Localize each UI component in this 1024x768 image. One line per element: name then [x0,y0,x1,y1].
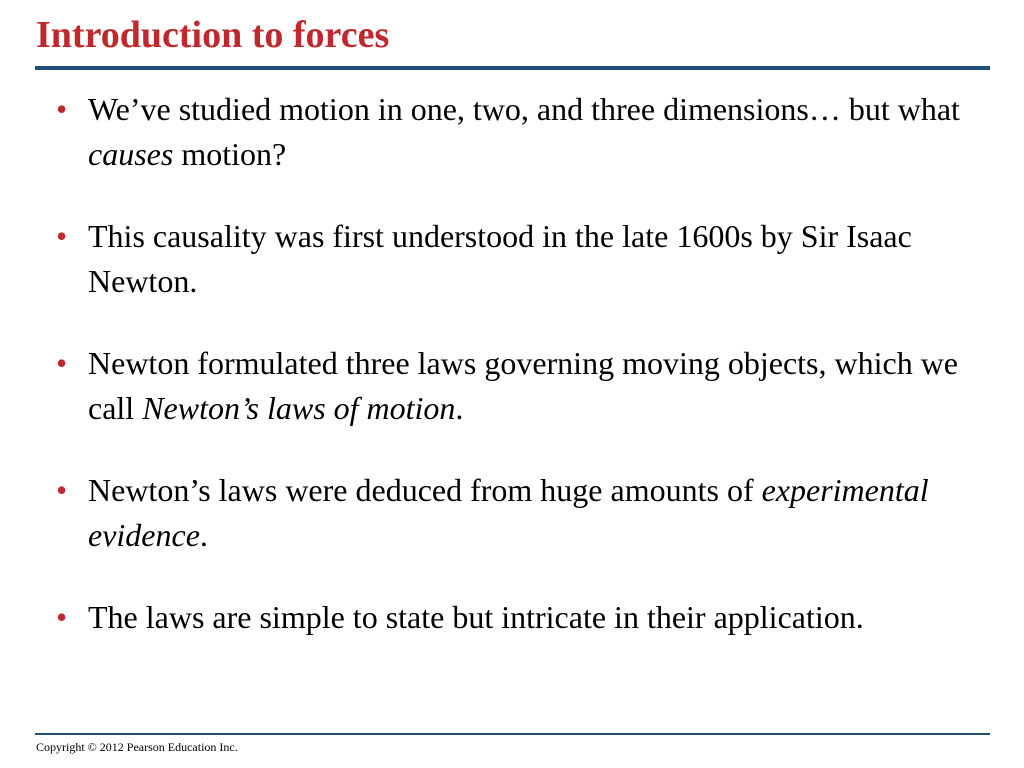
bullet-emphasis: Newton’s laws of motion [142,390,456,426]
bullet-emphasis: causes [88,136,174,172]
bullet-text: The laws are simple to state but intricate in their application. [88,599,864,635]
bullet-emphasis: experimental evidence [88,472,929,553]
bullet-dot-icon: • [56,91,68,127]
title-divider [35,66,990,70]
bullet-text: motion? [173,136,287,172]
bullet-dot-icon: • [56,599,68,635]
bullet-item-2 [50,214,980,304]
bullet-text: . [199,517,208,553]
bullet-item-4 [50,468,980,558]
bullet-item-5 [50,595,980,640]
bullet-text: Newton’s laws were deduced from huge amounts of [88,472,762,508]
footer-divider [35,733,990,735]
bullet-list [50,87,980,640]
bullet-text: Newton formulated three laws governing moving objects, which we call [88,345,958,426]
bullet-dot-icon: • [56,345,68,381]
slide-title: Introduction to forces [36,14,390,56]
bullet-item-1 [50,87,980,177]
bullet-text: This causality was first understood in the late 1600s by Sir Isaac Newton. [88,218,912,299]
bullet-text: We’ve studied motion in one, two, and three dimensions… but what [88,91,960,127]
bullet-dot-icon: • [56,218,68,254]
bullet-text: . [455,390,464,426]
bullet-dot-icon: • [56,472,68,508]
copyright-footer: Copyright © 2012 Pearson Education Inc. [36,740,238,754]
bullet-item-3 [50,341,980,431]
